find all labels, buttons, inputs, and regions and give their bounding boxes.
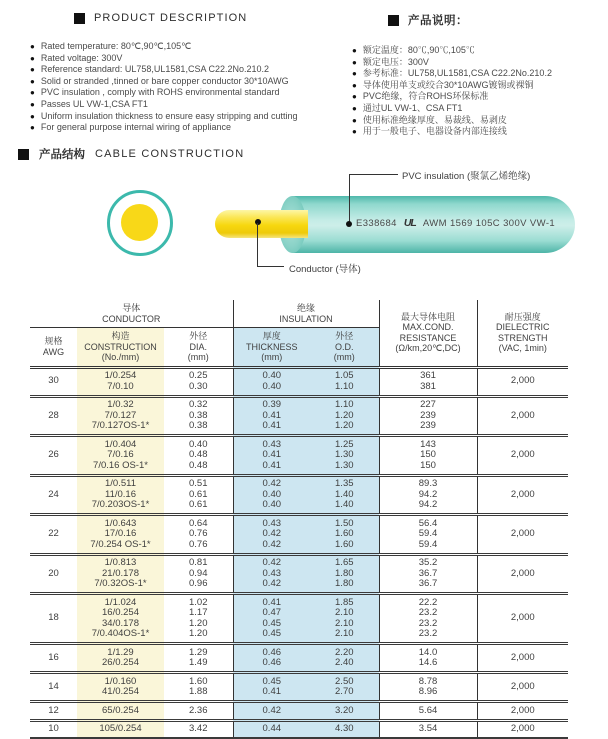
product-description-title: PRODUCT DESCRIPTION — [94, 12, 248, 24]
bullet-text: For general purpose internal wiring of appliance — [40, 122, 231, 133]
cell-dia: 2.36 — [164, 702, 233, 721]
bullet-item — [352, 68, 608, 80]
product-description-title-row — [30, 12, 348, 24]
product-description-cn-title: 产品说明： — [408, 15, 468, 27]
bullet-icon: ● — [352, 115, 357, 125]
cell-dia: 0.40 0.48 0.48 — [164, 436, 233, 476]
table-row-awg-14 — [30, 673, 568, 702]
leader-line — [257, 223, 258, 266]
cell-resistance: 89.3 94.2 94.2 — [379, 475, 477, 515]
cell-resistance: 5.64 — [379, 702, 477, 721]
cell-construction: 65/0.254 — [77, 702, 164, 721]
bullet-item — [352, 80, 608, 92]
bullet-item — [30, 41, 348, 53]
cell-awg: 30 — [30, 367, 77, 396]
cell-resistance: 3.54 — [379, 720, 477, 738]
bullet-item — [30, 64, 348, 76]
bullet-icon: ● — [30, 111, 35, 121]
table-row-awg-10 — [30, 720, 568, 738]
bullet-text: 额定温度：80℃,90℃,105℃ — [362, 45, 475, 55]
bullet-text: 使用标准绝缘厚度、易裁线、易剥皮 — [362, 114, 507, 125]
table-row-awg-26 — [30, 436, 568, 476]
cell-od: 2.20 2.40 — [310, 644, 379, 673]
table-row-awg-24 — [30, 475, 568, 515]
cell-dielectric: 2,000 — [477, 436, 568, 476]
leader-dot — [346, 221, 352, 227]
bullet-item — [352, 126, 608, 138]
bullet-icon: ● — [352, 92, 357, 102]
cell-thickness: 0.45 0.41 — [233, 673, 310, 702]
bullet-item — [30, 76, 348, 88]
cell-awg: 22 — [30, 515, 77, 555]
cell-awg: 20 — [30, 554, 77, 594]
bullet-icon: ● — [352, 69, 357, 79]
table-row-awg-30 — [30, 367, 568, 396]
cell-dia: 0.25 0.30 — [164, 367, 233, 396]
cell-construction: 1/0.404 7/0.16 7/0.16 OS-1* — [77, 436, 164, 476]
bullet-icon: ● — [352, 46, 357, 55]
cell-od: 1.85 2.10 2.10 2.10 — [310, 594, 379, 644]
cable-diagram — [0, 160, 603, 298]
bullet-item — [352, 91, 608, 103]
cell-od: 1.50 1.60 1.60 — [310, 515, 379, 555]
cell-dielectric: 2,000 — [477, 673, 568, 702]
cell-thickness: 0.41 0.47 0.45 0.45 — [233, 594, 310, 644]
cell-thickness: 0.40 0.40 — [233, 367, 310, 396]
conductor-label: Conductor (导体) — [289, 264, 361, 275]
header-construction: 构造 CONSTRUCTION (No./mm) — [77, 328, 164, 368]
product-description-cn-section — [352, 12, 608, 138]
cell-thickness: 0.43 0.41 0.41 — [233, 436, 310, 476]
cell-dia: 1.60 1.88 — [164, 673, 233, 702]
bullet-icon: ● — [30, 42, 35, 51]
header-resistance: 最大导体电阻 MAX.COND. RESISTANCE (Ω/km,20℃,DC) — [379, 300, 477, 367]
bullet-icon: ● — [352, 80, 357, 90]
cell-resistance: 14.0 14.6 — [379, 644, 477, 673]
cell-resistance: 35.2 36.7 36.7 — [379, 554, 477, 594]
table-row-awg-28 — [30, 396, 568, 436]
cell-thickness: 0.39 0.41 0.41 — [233, 396, 310, 436]
leader-line — [257, 266, 284, 267]
section-marker-icon — [74, 13, 85, 24]
table-row-awg-18 — [30, 594, 568, 644]
bullet-text: Solid or stranded ,tinned or bare copper conductor 30*10AWG — [40, 75, 289, 86]
cell-awg: 10 — [30, 720, 77, 738]
spec-table — [30, 300, 568, 739]
bullet-item — [352, 45, 608, 57]
bullet-text: 额定电压：300V — [362, 56, 429, 67]
cell-dia: 1.29 1.49 — [164, 644, 233, 673]
header-group-insulation: 绝缘 INSULATION — [233, 300, 379, 328]
cell-resistance: 143 150 150 — [379, 436, 477, 476]
cell-dia: 1.02 1.17 1.20 1.20 — [164, 594, 233, 644]
cell-dielectric: 2,000 — [477, 554, 568, 594]
bullet-icon: ● — [30, 65, 35, 75]
cell-construction: 1/0.32 7/0.127 7/0.127OS-1* — [77, 396, 164, 436]
bullet-text: Rated voltage: 300V — [40, 52, 123, 63]
cell-dielectric: 2,000 — [477, 720, 568, 738]
cell-resistance: 227 239 239 — [379, 396, 477, 436]
conductor-core-icon — [121, 204, 158, 241]
cell-construction: 1/0.643 17/0.16 7/0.254 OS-1* — [77, 515, 164, 555]
cell-dielectric: 2,000 — [477, 515, 568, 555]
bullet-item — [30, 53, 348, 65]
cell-od: 1.65 1.80 1.80 — [310, 554, 379, 594]
cell-thickness: 0.42 0.40 0.40 — [233, 475, 310, 515]
cable-cross-section-icon — [107, 190, 173, 256]
header-awg: 规格 AWG — [30, 328, 77, 368]
cell-od: 3.20 — [310, 702, 379, 721]
cell-dielectric: 2,000 — [477, 475, 568, 515]
bullet-text: Reference standard: UL758,UL1581,CSA C22.2No.210.2 — [40, 64, 269, 75]
cell-awg: 18 — [30, 594, 77, 644]
cell-construction: 105/0.254 — [77, 720, 164, 738]
table-row-awg-20 — [30, 554, 568, 594]
leader-line — [349, 174, 398, 175]
cell-resistance: 22.2 23.2 23.2 23.2 — [379, 594, 477, 644]
cell-od: 1.05 1.10 — [310, 367, 379, 396]
bullet-item — [30, 99, 348, 111]
cell-od: 2.50 2.70 — [310, 673, 379, 702]
cable-construction-title-en: CABLE CONSTRUCTION — [95, 148, 245, 160]
cable-marking-cert: E338684 — [356, 217, 397, 229]
leader-dot — [255, 219, 261, 225]
cell-awg: 26 — [30, 436, 77, 476]
header-thickness: 厚度 THICKNESS (mm) — [233, 328, 310, 368]
bullet-item — [30, 122, 348, 134]
bullet-icon: ● — [30, 88, 35, 98]
leader-line — [349, 174, 350, 224]
cell-awg: 12 — [30, 702, 77, 721]
cell-od: 1.25 1.30 1.30 — [310, 436, 379, 476]
bullet-item — [352, 115, 608, 127]
bullet-text: Passes UL VW-1,CSA FT1 — [40, 98, 148, 109]
cell-awg: 16 — [30, 644, 77, 673]
cable-marking-text: AWM 1569 105C 300V VW-1 — [422, 217, 556, 229]
cell-thickness: 0.42 0.43 0.42 — [233, 554, 310, 594]
bullet-text: 通过UL VW-1、CSA FT1 — [362, 102, 463, 113]
header-od: 外径 O.D. (mm) — [310, 328, 379, 368]
cell-construction: 1/0.813 21/0.178 7/0.32OS-1* — [77, 554, 164, 594]
cell-resistance: 361 381 — [379, 367, 477, 396]
bullet-text: Uniform insulation thickness to ensure easy stripping and cutting — [40, 110, 298, 121]
product-description-cn-title-row — [352, 12, 608, 28]
cell-dielectric: 2,000 — [477, 367, 568, 396]
cable-marking — [356, 217, 555, 229]
bullet-text: 参考标准：UL758,UL1581,CSA C22.2No.210.2 — [362, 68, 552, 79]
product-description-cn-list — [352, 45, 608, 138]
header-group-conductor: 导体 CONDUCTOR — [30, 300, 233, 328]
cell-od: 1.35 1.40 1.40 — [310, 475, 379, 515]
pvc-insulation-label: PVC insulation (聚氯乙烯绝缘) — [402, 171, 531, 182]
product-description-section — [30, 12, 348, 134]
section-marker-icon — [388, 15, 399, 26]
cell-dielectric: 2,000 — [477, 396, 568, 436]
bullet-icon: ● — [352, 103, 357, 113]
cell-thickness: 0.46 0.46 — [233, 644, 310, 673]
cell-dia: 0.64 0.76 0.76 — [164, 515, 233, 555]
cell-construction: 1/1.024 16/0.254 34/0.178 7/0.404OS-1* — [77, 594, 164, 644]
bullet-icon: ● — [352, 127, 357, 137]
bullet-item — [352, 103, 608, 115]
bullet-text: 用于一般电子、电器设备内部连接线 — [362, 126, 507, 137]
cell-construction: 1/0.160 41/0.254 — [77, 673, 164, 702]
cell-awg: 24 — [30, 475, 77, 515]
table-row-awg-22 — [30, 515, 568, 555]
section-marker-icon — [18, 149, 29, 160]
cell-dia: 0.32 0.38 0.38 — [164, 396, 233, 436]
cell-dielectric: 2,000 — [477, 702, 568, 721]
bullet-text: PVC insulation , comply with ROHS environmental standard — [40, 87, 280, 98]
table-group-header-row — [30, 300, 568, 328]
cell-dia: 0.81 0.94 0.96 — [164, 554, 233, 594]
cell-resistance: 8.78 8.96 — [379, 673, 477, 702]
bullet-item — [30, 111, 348, 123]
bullet-icon: ● — [30, 99, 35, 109]
bullet-icon: ● — [30, 53, 35, 63]
cell-awg: 28 — [30, 396, 77, 436]
cell-construction: 1/0.511 11/0.16 7/0.203OS-1* — [77, 475, 164, 515]
bullet-icon: ● — [30, 76, 35, 86]
cell-construction: 1/0.254 7/0.10 — [77, 367, 164, 396]
bullet-text: Rated temperature: 80℃,90℃,105℃ — [40, 41, 192, 51]
cell-thickness: 0.42 — [233, 702, 310, 721]
product-description-list — [30, 41, 348, 134]
conductor-cylinder — [215, 210, 308, 238]
cell-thickness: 0.43 0.42 0.42 — [233, 515, 310, 555]
cell-dielectric: 2,000 — [477, 644, 568, 673]
cell-od: 1.10 1.20 1.20 — [310, 396, 379, 436]
bullet-icon: ● — [352, 57, 357, 67]
bullet-icon: ● — [30, 123, 35, 133]
table-row-awg-12 — [30, 702, 568, 721]
cell-resistance: 56.4 59.4 59.4 — [379, 515, 477, 555]
cell-construction: 1/1.29 26/0.254 — [77, 644, 164, 673]
bullet-text: 导体使用单支或绞合30*10AWG镀锡或裸铜 — [362, 79, 534, 90]
ul-mark-icon: UL — [403, 217, 416, 229]
table-row-awg-16 — [30, 644, 568, 673]
spec-table-body — [30, 367, 568, 738]
cell-od: 4.30 — [310, 720, 379, 738]
cell-dia: 3.42 — [164, 720, 233, 738]
cell-dielectric: 2,000 — [477, 594, 568, 644]
bullet-item — [352, 57, 608, 69]
bullet-text: PVC绝缘，符合ROHS环保标准 — [362, 91, 489, 102]
header-dielectric: 耐压强度 DIELECTRIC STRENGTH (VAC, 1min) — [477, 300, 568, 367]
header-dia: 外径 DIA. (mm) — [164, 328, 233, 368]
bullet-item — [30, 87, 348, 99]
cell-awg: 14 — [30, 673, 77, 702]
cell-thickness: 0.44 — [233, 720, 310, 738]
cell-dia: 0.51 0.61 0.61 — [164, 475, 233, 515]
cable-construction-title-cn: 产品结构 — [39, 149, 85, 161]
